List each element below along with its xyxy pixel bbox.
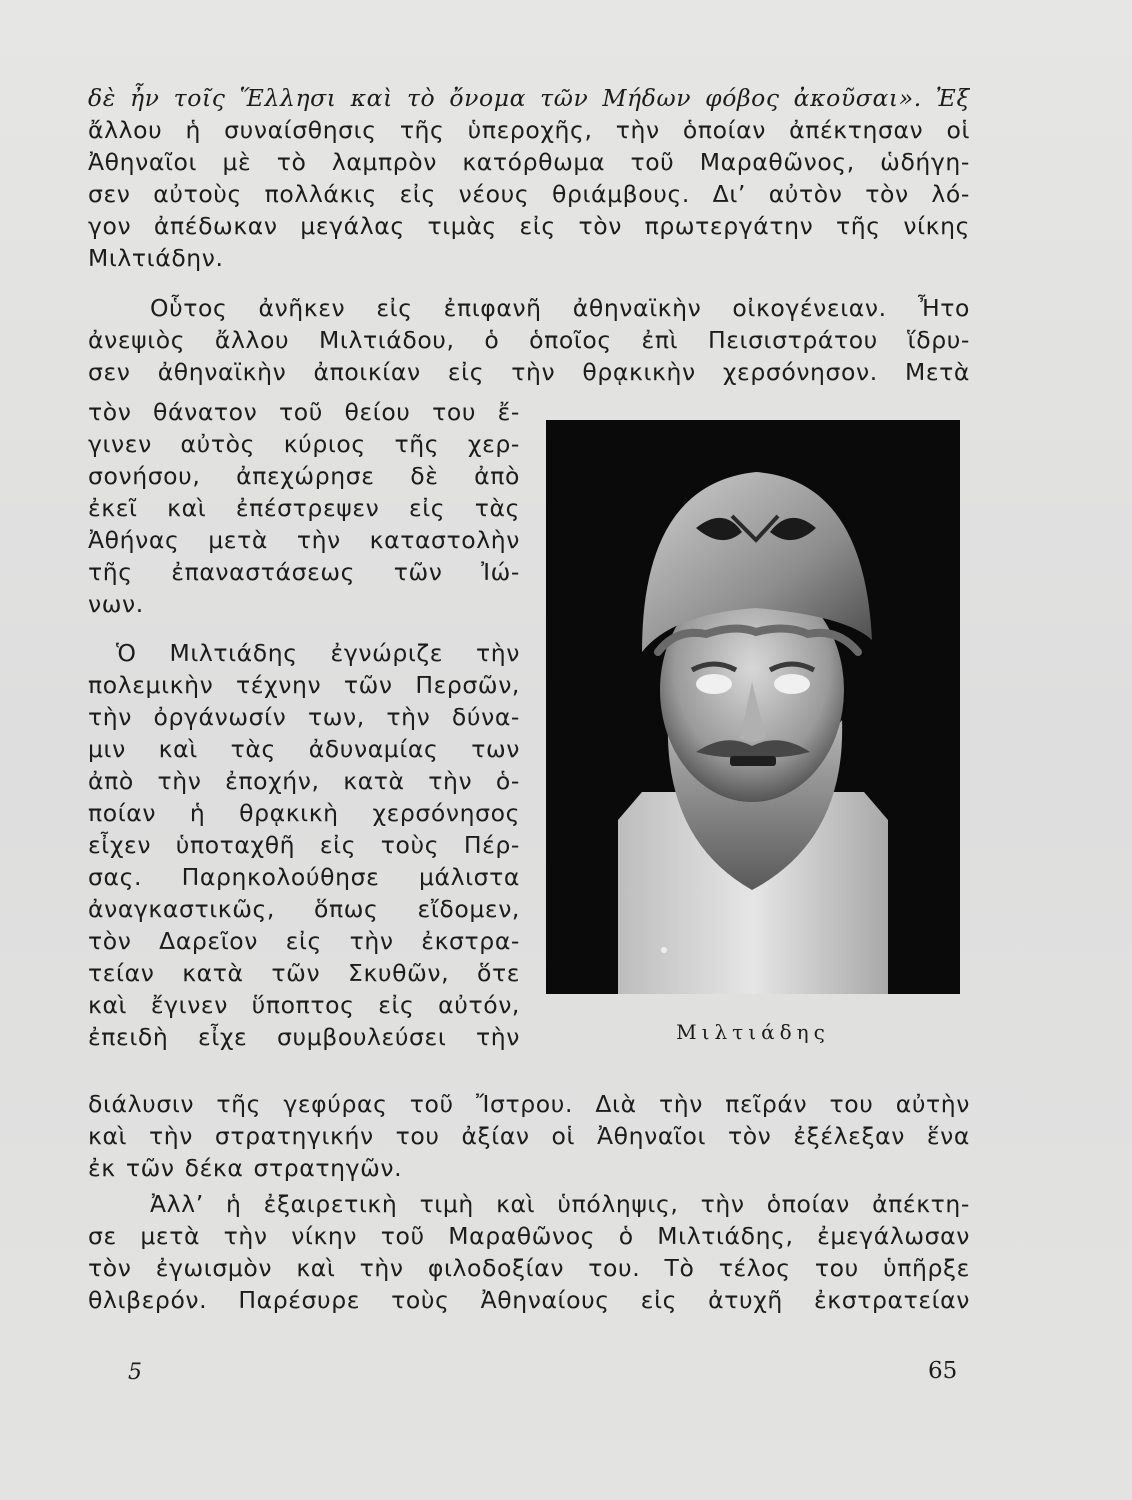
text-line: διάλυσιν τῆς γεφύρας τοῦ Ἴστρου. Διὰ τὴν πεῖράν του αὐτὴν: [88, 1090, 970, 1118]
text-line: ἐκ τῶν δέκα στρατηγῶν.: [88, 1154, 403, 1182]
paragraph-4: [88, 1188, 970, 1316]
text-line: ἄλλου ἡ συναίσθησις τῆς ὑπεροχῆς, τὴν ὁποίαν ἀπέκτησαν οἱ: [88, 116, 970, 144]
text-line: θλιβερόν. Παρέσυρε τοὺς Ἀθηναίους εἰς ἀτυχῆ ἐκστρατείαν: [88, 1286, 970, 1314]
text-line: Ἀθήνας μετὰ τὴν καταστολὴν: [88, 526, 520, 554]
text-line: τὴν ὀργάνωσίν των, τὴν δύνα-: [88, 703, 520, 731]
miltiades-bust-photo: [546, 420, 960, 994]
bust-eye-left: [696, 674, 732, 694]
paragraph-3-continued: [88, 1088, 970, 1184]
text-line: πολεμικὴν τέχνην τῶν Περσῶν,: [88, 671, 520, 699]
text-line: εἶχεν ὑποταχθῆ εἰς τοὺς Πέρ-: [88, 831, 520, 859]
text-line: σεν αὐτοὺς πολλάκις εἰς νέους θριάμβους. Δι’ αὐτὸν τὸν λό-: [88, 180, 970, 208]
page-number: 65: [928, 1358, 958, 1384]
signature-mark: 5: [128, 1360, 142, 1385]
text-line: ἀπὸ τὴν ἐποχήν, κατὰ τὴν ὁ-: [88, 767, 520, 795]
text-line: σονήσου, ἀπεχώρησε δὲ ἀπὸ: [88, 462, 520, 490]
paragraph-2-column: [88, 396, 520, 620]
text-line: Οὗτος ἀνῆκεν εἰς ἐπιφανῆ ἀθηναϊκὴν οἰκογένειαν. Ἦτο: [150, 294, 970, 322]
text-line: τείαν κατὰ τῶν Σκυθῶν, ὅτε: [88, 959, 520, 987]
paragraph-2: [88, 292, 970, 388]
paragraph-1: [88, 82, 970, 274]
paragraph-3-column: [88, 637, 520, 1053]
text-line: γινεν αὐτὸς κύριος τῆς χερ-: [88, 430, 520, 458]
text-line: Ἀλλ’ ἡ ἐξαιρετικὴ τιμὴ καὶ ὑπόληψις, τὴν ὁποίαν ἀπέκτη-: [150, 1190, 970, 1218]
text-line: νων.: [88, 590, 144, 618]
text-line: τὸν ἐγωισμὸν καὶ τὴν φιλοδοξίαν του. Τὸ τέλος του ὑπῆρξε: [88, 1254, 970, 1282]
text-line: καὶ τὴν στρατηγικήν του ἀξίαν οἱ Ἀθηναῖοι τὸν ἐξέλεξαν ἕνα: [88, 1122, 970, 1150]
text-line: σε μετὰ τὴν νίκην τοῦ Μαραθῶνος ὁ Μιλτιάδης, ἐμεγάλωσαν: [88, 1222, 970, 1250]
text-line: μιν καὶ τὰς ἀδυναμίας των: [88, 735, 520, 763]
text-line: τὸν θάνατον τοῦ θείου του ἔ-: [88, 398, 520, 426]
text-line: σεν ἀθηναϊκὴν ἀποικίαν εἰς τὴν θρᾳκικὴν χερσόνησον. Μετὰ: [88, 358, 970, 386]
text-line: ἀνεψιὸς ἄλλου Μιλτιάδου, ὁ ὁποῖος ἐπὶ Πεισιστράτου ἵδρυ-: [88, 326, 970, 354]
text-line: ἐκεῖ καὶ ἐπέστρεψεν εἰς τὰς: [88, 494, 520, 522]
text-line: δὲ ἦν τοῖς Ἕλλησι καὶ τὸ ὄνομα τῶν Μήδων φόβος ἀκοῦσαι». Ἐξ: [88, 84, 970, 112]
text-line: Ἀθηναῖοι μὲ τὸ λαμπρὸν κατόρθωμα τοῦ Μαραθῶνος, ὡδήγη-: [88, 148, 970, 176]
text-line: τὸν Δαρεῖον εἰς τὴν ἐκστρα-: [88, 927, 520, 955]
text-line: τῆς ἐπαναστάσεως τῶν Ἰώ-: [88, 558, 520, 586]
text-line: Ὁ Μιλτιάδης ἐγνώριζε τὴν: [116, 639, 520, 667]
bust-illustration: [546, 420, 960, 994]
text-line: ἀναγκαστικῶς, ὅπως εἴδομεν,: [88, 895, 520, 923]
text-line: ἐπειδὴ εἶχε συμβουλεύσει τὴν: [88, 1023, 520, 1051]
text-line: σας. Παρηκολούθησε μάλιστα: [88, 863, 520, 891]
text-line: ποίαν ἡ θρᾳκικὴ χερσόνησος: [88, 799, 520, 827]
text-line: καὶ ἔγινεν ὕποπτος εἰς αὐτόν,: [88, 991, 520, 1019]
text-line: Μιλτιάδην.: [88, 244, 224, 272]
bust-eye-right: [774, 674, 810, 694]
figure-caption: Μιλτιάδης: [676, 1020, 830, 1044]
text-line: γον ἀπέδωκαν μεγάλας τιμὰς εἰς τὸν πρωτεργάτην τῆς νίκης: [88, 212, 970, 240]
